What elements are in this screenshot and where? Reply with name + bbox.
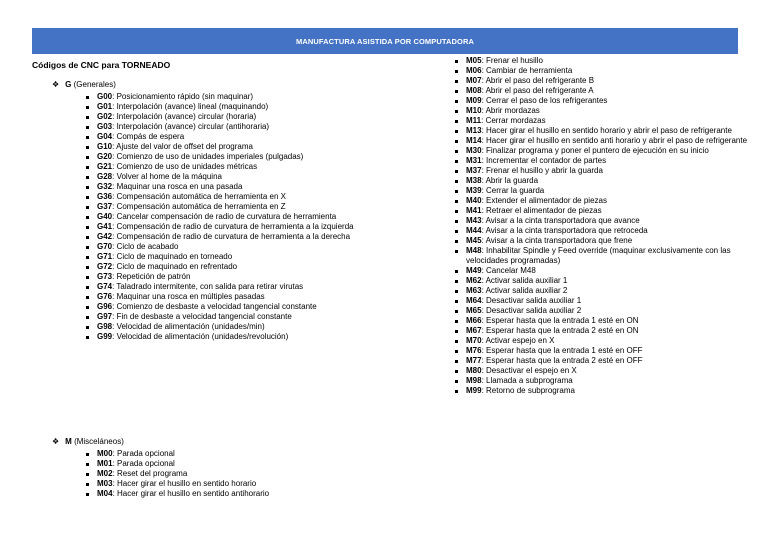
code-description: : Compensación de radio de curvatura de herramienta a la derecha [112, 232, 351, 241]
code-list-item [97, 102, 372, 112]
code-list-item [466, 116, 758, 126]
code-description: : Interpolación (avance) lineal (maquinando) [112, 102, 269, 111]
code-label: G99 [97, 332, 113, 341]
code-list-item [466, 196, 758, 206]
code-description: : Comienzo de uso de unidades imperiales (pulgadas) [112, 152, 304, 161]
code-list-item [466, 216, 758, 226]
code-list-item [466, 246, 758, 266]
code-label: M08 [466, 86, 482, 95]
code-description: : Avisar a la cinta transportadora que avance [481, 216, 640, 225]
code-label: G96 [97, 302, 113, 311]
code-description: : Esperar hasta que la entrada 2 esté en OFF [481, 356, 643, 365]
code-list-item [466, 236, 758, 246]
code-list-item [97, 459, 372, 469]
code-description: : Cerrar mordazas [481, 116, 546, 125]
code-list-item [97, 142, 372, 152]
code-label: M48 [466, 246, 482, 255]
code-description: : Maquinar una rosca en múltiples pasadas [112, 292, 265, 301]
code-description: : Volver al home de la máquina [112, 172, 222, 181]
code-description: : Fin de desbaste a velocidad tangencial constante [112, 312, 292, 321]
code-description: : Maquinar una rosca en una pasada [112, 182, 243, 191]
code-label: M11 [466, 116, 482, 125]
code-label: G04 [97, 132, 113, 141]
code-label: M66 [466, 316, 482, 325]
code-description: : Cancelar compensación de radio de curvatura de herramienta [112, 212, 337, 221]
code-label: M01 [97, 459, 113, 468]
code-label: M43 [466, 216, 482, 225]
code-description: : Hacer girar el husillo en sentido horario y abrir el paso de refrigerante [481, 126, 732, 135]
code-description: : Frenar el husillo y abrir la guarda [481, 166, 603, 175]
code-list-item [466, 226, 758, 236]
code-description: : Compensación automática de herramienta en Z [112, 202, 286, 211]
code-description: : Posicionamiento rápido (sin maquinar) [112, 92, 254, 101]
code-label: M13 [466, 126, 482, 135]
code-description: : Abrir el paso del refrigerante B [481, 76, 595, 85]
code-list-item [97, 232, 372, 242]
code-list-item [97, 332, 372, 342]
code-description: : Repetición de patrón [112, 272, 191, 281]
code-list-item [97, 469, 372, 479]
code-list-item [97, 479, 372, 489]
code-label: G36 [97, 192, 113, 201]
code-label: G71 [97, 252, 113, 261]
code-label: M07 [466, 76, 482, 85]
code-list-item [466, 306, 758, 316]
code-label: M10 [466, 106, 482, 115]
code-label: G20 [97, 152, 113, 161]
code-description: : Activar salida auxiliar 1 [481, 276, 568, 285]
code-label: M37 [466, 166, 482, 175]
code-description: : Ajuste del valor de offset del programa [112, 142, 253, 151]
code-label: M98 [466, 376, 482, 385]
code-description: : Cerrar la guarda [481, 186, 545, 195]
code-label: M05 [466, 56, 482, 65]
code-list-item [97, 282, 372, 292]
code-label: G42 [97, 232, 113, 241]
code-label: M44 [466, 226, 482, 235]
code-label: M40 [466, 196, 482, 205]
code-list-item [97, 489, 372, 499]
page-title: Códigos de CNC para TORNEADO [32, 60, 171, 70]
code-list-item [97, 262, 372, 272]
code-description: : Cambiar de herramienta [481, 66, 573, 75]
code-list-item [466, 276, 758, 286]
code-list-item [97, 132, 372, 142]
code-label: G76 [97, 292, 113, 301]
code-list-item [466, 346, 758, 356]
code-label: M67 [466, 326, 482, 335]
header-title: MANUFACTURA ASISTIDA POR COMPUTADORA [295, 36, 475, 46]
section-m-label: (Misceláneos) [71, 437, 124, 446]
code-description: : Parada opcional [112, 449, 175, 458]
code-list-item [466, 106, 758, 116]
code-label: G01 [97, 102, 113, 111]
code-label: G74 [97, 282, 113, 291]
code-label: G02 [97, 112, 113, 121]
code-label: G97 [97, 312, 113, 321]
code-label: G73 [97, 272, 113, 281]
code-label: M39 [466, 186, 482, 195]
code-list-item [466, 66, 758, 76]
code-label: G41 [97, 222, 113, 231]
code-list-item [97, 449, 372, 459]
code-description: : Abrir la guarda [481, 176, 539, 185]
code-description: : Abrir el paso del refrigerante A [481, 86, 594, 95]
code-list-item [97, 122, 372, 132]
code-label: M77 [466, 356, 482, 365]
code-list-item [466, 176, 758, 186]
code-list-item [466, 56, 758, 66]
code-description: : Parada opcional [112, 459, 175, 468]
code-list-item [97, 202, 372, 212]
code-label: M76 [466, 346, 482, 355]
code-list-item [97, 292, 372, 302]
section-g-letter: G [65, 80, 72, 89]
code-list-item [97, 192, 372, 202]
code-list-item [466, 266, 758, 276]
code-label: M00 [97, 449, 113, 458]
code-list-item [97, 222, 372, 232]
code-label: M04 [97, 489, 113, 498]
code-label: G72 [97, 262, 113, 271]
code-list-item [466, 286, 758, 296]
code-label: M14 [466, 136, 482, 145]
code-label: M49 [466, 266, 482, 275]
code-list-item [466, 166, 758, 176]
code-description: : Esperar hasta que la entrada 1 esté en OFF [481, 346, 643, 355]
code-description: : Hacer girar el husillo en sentido horario [112, 479, 257, 488]
code-label: G21 [97, 162, 113, 171]
section-m-letter: M [65, 437, 72, 446]
code-description: : Activar salida auxiliar 2 [481, 286, 568, 295]
code-description: : Abrir mordazas [481, 106, 540, 115]
section-g-heading [52, 80, 116, 90]
header-banner [32, 28, 738, 54]
code-list-item [466, 296, 758, 306]
code-label: M30 [466, 146, 482, 155]
code-description: : Cancelar M48 [481, 266, 536, 275]
code-description: : Reset del programa [112, 469, 188, 478]
code-description: : Desactivar el espejo en X [481, 366, 577, 375]
code-list-item [97, 272, 372, 282]
code-label: M31 [466, 156, 482, 165]
code-list-item [97, 162, 372, 172]
code-label: M63 [466, 286, 482, 295]
code-label: M06 [466, 66, 482, 75]
code-description: : Ciclo de maquinado en refrentado [112, 262, 238, 271]
code-description: : Avisar a la cinta transportadora que retroceda [481, 226, 648, 235]
code-list-item [466, 136, 758, 146]
code-list-item [97, 312, 372, 322]
code-description: : Velocidad de alimentación (unidades/revolución) [112, 332, 289, 341]
code-label: G40 [97, 212, 113, 221]
code-description: : Cerrar el paso de los refrigerantes [481, 96, 608, 105]
code-label: G10 [97, 142, 113, 151]
code-list-item [97, 182, 372, 192]
code-description: : Hacer girar el husillo en sentido antihorario [112, 489, 270, 498]
code-list-item [97, 212, 372, 222]
code-description: : Desactivar salida auxiliar 1 [481, 296, 582, 305]
code-label: G03 [97, 122, 113, 131]
code-list-item [97, 92, 372, 102]
code-description: : Llamada a subprograma [481, 376, 573, 385]
code-list-item [466, 86, 758, 96]
code-label: M65 [466, 306, 482, 315]
code-description: : Activar espejo en X [481, 336, 555, 345]
code-label: M41 [466, 206, 482, 215]
diamond-bullet-icon: ❖ [52, 80, 60, 89]
code-label: M70 [466, 336, 482, 345]
code-label: M09 [466, 96, 482, 105]
code-label: M38 [466, 176, 482, 185]
code-list-item [466, 336, 758, 346]
code-description: : Retraer el alimentador de piezas [481, 206, 602, 215]
code-list-item [466, 356, 758, 366]
code-description: : Interpolación (avance) circular (horaria) [112, 112, 257, 121]
code-list-item [466, 156, 758, 166]
code-list-item [466, 96, 758, 106]
code-label: G70 [97, 242, 113, 251]
code-label: M80 [466, 366, 482, 375]
code-label: M45 [466, 236, 482, 245]
code-list-item [466, 366, 758, 376]
code-label: M03 [97, 479, 113, 488]
code-description: : Finalizar programa y poner el puntero de ejecución en su inicio [481, 146, 709, 155]
code-description: : Inhabilitar Spindle y Feed override (maquinar exclusivamente con las velocidades programadas) [466, 246, 731, 265]
code-description: : Taladrado intermitente, con salida para retirar virutas [112, 282, 304, 291]
diamond-bullet-icon: ❖ [52, 437, 60, 446]
code-list-item [466, 146, 758, 156]
section-m-heading [52, 437, 124, 447]
code-list-item [97, 302, 372, 312]
code-description: : Extender el alimentador de piezas [481, 196, 607, 205]
code-description: : Compás de espera [112, 132, 185, 141]
code-description: : Comienzo de uso de unidades métricas [112, 162, 258, 171]
code-label: M62 [466, 276, 482, 285]
code-list-item [466, 186, 758, 196]
code-description: : Retorno de subprograma [481, 386, 575, 395]
code-list-item [466, 76, 758, 86]
code-description: : Ciclo de maquinado en torneado [112, 252, 233, 261]
section-g-label: (Generales) [71, 80, 116, 89]
code-list-item [466, 316, 758, 326]
code-list-item [466, 126, 758, 136]
code-description: : Incrementar el contador de partes [481, 156, 607, 165]
code-description: : Avisar a la cinta transportadora que frene [481, 236, 633, 245]
code-description: : Desactivar salida auxiliar 2 [481, 306, 582, 315]
code-label: G32 [97, 182, 113, 191]
code-description: : Comienzo de desbaste a velocidad tangencial constante [112, 302, 317, 311]
m-codes-list [97, 449, 372, 499]
code-label: M64 [466, 296, 482, 305]
code-list-item [97, 252, 372, 262]
code-description: : Esperar hasta que la entrada 2 esté en ON [481, 326, 639, 335]
code-label: G37 [97, 202, 113, 211]
code-description: : Frenar el husillo [481, 56, 543, 65]
code-description: : Compensación automática de herramienta en X [112, 192, 286, 201]
code-list-item [97, 172, 372, 182]
code-label: G00 [97, 92, 113, 101]
code-description: : Esperar hasta que la entrada 1 esté en ON [481, 316, 639, 325]
code-label: M02 [97, 469, 113, 478]
code-list-item [97, 322, 372, 332]
code-list-item [97, 242, 372, 252]
code-description: : Interpolación (avance) circular (antihoraria) [112, 122, 270, 131]
code-list-item [466, 206, 758, 216]
code-label: M99 [466, 386, 482, 395]
code-list-item [97, 112, 372, 122]
code-description: : Compensación de radio de curvatura de herramienta a la izquierda [112, 222, 354, 231]
code-description: : Ciclo de acabado [112, 242, 179, 251]
g-codes-list [97, 92, 372, 342]
code-label: G98 [97, 322, 113, 331]
code-list-item [466, 376, 758, 386]
code-description: : Velocidad de alimentación (unidades/min) [112, 322, 265, 331]
code-description: : Hacer girar el husillo en sentido anti horario y abrir el paso de refrigerante [481, 136, 748, 145]
code-list-item [466, 386, 758, 396]
code-label: G28 [97, 172, 113, 181]
code-list-item [466, 326, 758, 336]
code-list-item [97, 152, 372, 162]
m-codes-list-continued [466, 56, 758, 396]
